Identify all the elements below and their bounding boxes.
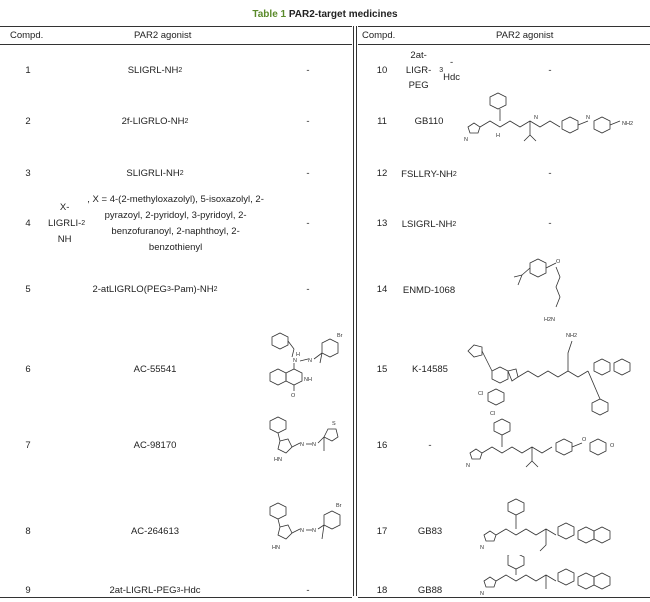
structure-13: - [548,217,552,229]
structure-7-image [258,413,352,477]
compd-id-4: 4 [25,217,31,229]
svg-text:Br: Br [337,333,343,339]
compd-id-17: 17 [376,525,388,537]
structure-4: - [306,217,310,229]
structure-18-image [478,555,648,595]
svg-text:N: N [293,358,297,364]
svg-text:O: O [556,259,561,265]
agonist-name-11: GB110 [414,115,444,127]
caption-title: PAR2-target medicines [288,9,398,20]
agonist-name-9: 2at-LIGRL-PEG 3 -Hdc [109,584,201,596]
svg-text:N: N [466,463,470,469]
right-header-compd: Compd. [362,30,396,41]
structure-16-image [464,413,648,477]
svg-text:H2N: H2N [544,317,556,323]
left-header-agonist: PAR2 agonist [134,30,192,41]
svg-text:O: O [291,393,296,399]
svg-text:N: N [464,137,468,143]
svg-text:N: N [586,115,590,121]
agonist-name-5: 2-atLIGRLO(PEG 3 -Pam)-NH 2 [92,283,218,295]
svg-text:N: N [300,442,304,448]
svg-text:N: N [300,528,304,534]
compd-id-3: 3 [25,167,31,179]
structure-14-image [508,255,588,327]
agonist-name-15: K-14585 [412,363,448,375]
svg-text:H: H [296,352,300,358]
compd-id-1: 1 [25,64,31,76]
svg-text:Br: Br [336,503,342,509]
svg-text:O: O [610,443,615,449]
compd-id-7: 7 [25,439,31,451]
left-header-compd: Compd. [10,30,44,41]
svg-text:O: O [582,437,587,443]
svg-text:NH2: NH2 [622,121,634,127]
structure-9: - [306,584,310,596]
compd-id-2: 2 [25,115,31,127]
structure-6-image [258,329,352,409]
svg-text:N: N [312,528,316,534]
table-caption [0,9,650,20]
svg-text:NH: NH [304,377,312,383]
svg-text:N: N [534,115,538,121]
compd-id-16: 16 [376,439,388,451]
compd-id-8: 8 [25,525,31,537]
right-header-agonist: PAR2 agonist [496,30,554,41]
compd-id-11: 11 [377,115,387,127]
agonist-name-7: AC-98170 [133,439,177,451]
structure-11-image [462,91,648,149]
structure-17-image [478,491,648,565]
agonist-name-12: FSLLRY-NH 2 [401,168,457,180]
agonist-name-6: AC-55541 [133,363,177,375]
svg-text:N: N [480,591,484,595]
svg-text:Cl: Cl [490,411,496,417]
agonist-name-16: - [428,439,432,451]
structure-1: - [306,64,310,76]
compd-id-14: 14 [376,283,388,295]
structure-10: - [548,64,552,76]
column-divider [353,26,357,596]
right-header-row [358,27,650,45]
compd-id-6: 6 [25,363,31,375]
structure-12: - [548,167,552,179]
svg-text:H: H [496,133,500,139]
svg-text:HN: HN [274,457,282,463]
svg-text:HN: HN [272,545,280,551]
caption-label: Table 1 [252,9,287,20]
agonist-name-18: GB88 [417,584,443,596]
agonist-name-17: GB83 [417,525,443,537]
compd-id-13: 13 [376,217,388,229]
svg-text:N: N [308,358,312,364]
agonist-name-13: LSIGRL-NH 2 [401,218,457,230]
agonist-name-14: ENMD-1068 [402,284,456,296]
svg-text:Cl: Cl [478,391,484,397]
structure-8-image [258,499,352,563]
right-table-panel [358,26,650,598]
compd-id-9: 9 [25,584,31,596]
compd-id-15: 15 [376,363,388,375]
structure-3: - [306,167,310,179]
agonist-name-10: 2at-LIGR-PEG 3 -Hdc [405,49,461,91]
svg-text:NH2: NH2 [566,333,578,339]
svg-text:S: S [332,421,336,427]
structure-15-image [462,323,648,427]
agonist-name-4: X-LIGRLI-NH 2 , X = 4-(2-methyloxazolyl), 5-isoxazolyl, 2-pyrazoyl, 2-pyridoyl, 3-pyridoyl, 2-benzofuranoyl, 2-naphthoyl, 2-benzothienyl [48,194,264,253]
agonist-name-2: 2f-LIGRLO-NH 2 [121,115,189,127]
svg-text:N: N [480,545,484,551]
left-header-row [0,27,352,45]
compd-id-12: 12 [376,167,388,179]
left-table-panel [0,26,352,598]
structure-2: - [306,115,310,127]
svg-text:N: N [312,442,316,448]
compd-id-5: 5 [25,283,31,295]
structure-5: - [306,283,310,295]
agonist-name-8: AC-264613 [130,525,180,537]
compd-id-10: 10 [376,64,388,76]
compd-id-18: 18 [376,584,388,596]
agonist-name-1: SLIGRL-NH 2 [127,64,183,76]
agonist-name-3: SLIGRLI-NH 2 [126,167,184,179]
